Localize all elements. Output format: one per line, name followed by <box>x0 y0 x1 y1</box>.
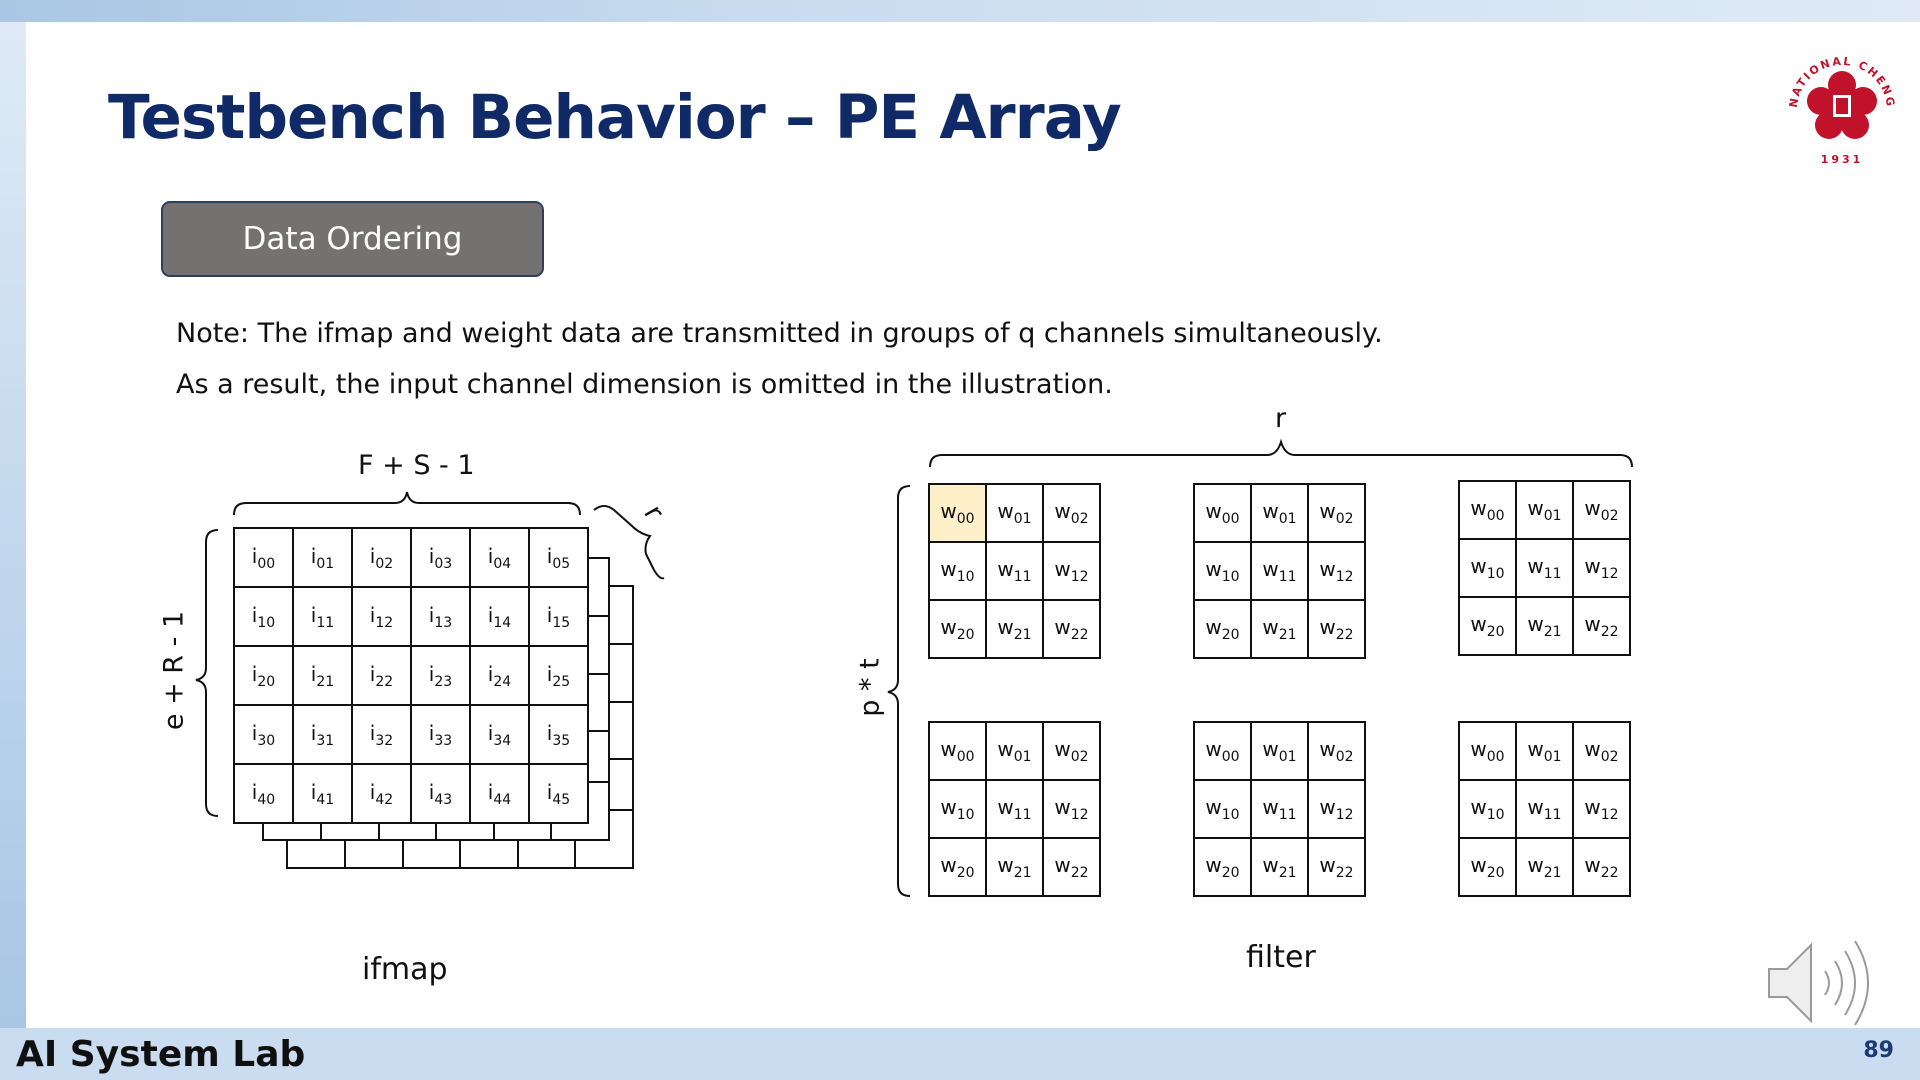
filter-cell-base: w <box>1319 853 1336 877</box>
ifmap-cell-base: i <box>546 543 553 568</box>
footer-lab-name: AI System Lab <box>16 1034 306 1075</box>
filter-cell-base: w <box>1527 737 1544 761</box>
filter-height-brace <box>888 486 910 896</box>
filter-cell-base: w <box>1470 737 1487 761</box>
ifmap-cell-base: i <box>251 779 258 804</box>
ifmap-cell-subscript: 40 <box>257 791 276 808</box>
filter-cell-subscript: 22 <box>1070 627 1089 643</box>
ifmap-cell-base: i <box>310 602 317 627</box>
filter-cell-subscript: 20 <box>1221 865 1240 881</box>
filter-cell-subscript: 22 <box>1070 865 1089 881</box>
ifmap-cell-subscript: 20 <box>257 673 276 690</box>
ifmap-depth-label: r <box>637 499 670 526</box>
filter-cell-subscript: 21 <box>1278 865 1297 881</box>
ifmap-cell-subscript: 05 <box>552 555 571 572</box>
ifmap-height-label: e + R - 1 <box>158 610 190 731</box>
filter-cell-base: w <box>1054 499 1071 523</box>
filter-cell-base: w <box>1054 795 1071 819</box>
filter-cell-base: w <box>1262 795 1279 819</box>
filter-cell-base: w <box>997 499 1014 523</box>
ifmap-cell-subscript: 23 <box>434 673 453 690</box>
filter-cell-subscript: 00 <box>956 749 975 765</box>
filter-cell-subscript: 11 <box>1278 569 1297 585</box>
filter-cell-subscript: 02 <box>1335 749 1354 765</box>
filter-cell-base: w <box>1527 795 1544 819</box>
filter-cell-subscript: 21 <box>1543 865 1562 881</box>
filter-cell-base: w <box>1584 554 1601 578</box>
filter-cell-subscript: 10 <box>1221 807 1240 823</box>
filter-cell-subscript: 11 <box>1013 807 1032 823</box>
note-line-2: As a result, the input channel dimension is omitted in the illustration. <box>176 369 1113 400</box>
ifmap-cell-base: i <box>251 720 258 745</box>
filter-cell-base: w <box>997 557 1014 581</box>
filter-cell-base: w <box>1584 795 1601 819</box>
filter-cell-base: w <box>1584 737 1601 761</box>
filter-cell-base: w <box>1319 737 1336 761</box>
filter-cell-base: w <box>997 795 1014 819</box>
filter-cell-base: w <box>997 853 1014 877</box>
filter-cell-subscript: 20 <box>1486 865 1505 881</box>
filter-cell-subscript: 01 <box>1013 749 1032 765</box>
page-number: 89 <box>1863 1038 1894 1063</box>
ifmap-cell-base: i <box>428 720 435 745</box>
ifmap-width-label: F + S - 1 <box>358 450 475 481</box>
ifmap-cell-base: i <box>310 720 317 745</box>
ifmap-cell-base: i <box>369 543 376 568</box>
filter-cell-subscript: 21 <box>1013 627 1032 643</box>
ifmap-cell-subscript: 21 <box>316 673 335 690</box>
ifmap-cell-base: i <box>369 779 376 804</box>
filter-cell-subscript: 10 <box>956 569 975 585</box>
svg-text:1931: 1931 <box>1820 153 1864 166</box>
ifmap-cell-base: i <box>546 779 553 804</box>
filter-cell-base: w <box>1054 737 1071 761</box>
filter-cell-subscript: 12 <box>1600 566 1619 582</box>
filter-cell-base: w <box>940 737 957 761</box>
filter-cell-subscript: 21 <box>1543 624 1562 640</box>
ifmap-cell-base: i <box>428 543 435 568</box>
filter-cell-base: w <box>1205 737 1222 761</box>
filter-cell-subscript: 22 <box>1335 627 1354 643</box>
filter-cell-base: w <box>1470 612 1487 636</box>
filter-cell-subscript: 02 <box>1070 749 1089 765</box>
filter-cell-subscript: 12 <box>1070 569 1089 585</box>
filter-cell-base: w <box>940 557 957 581</box>
ifmap-cell-subscript: 35 <box>552 732 571 749</box>
filter-cell-base: w <box>1527 496 1544 520</box>
filter-cell-subscript: 12 <box>1335 807 1354 823</box>
section-tag: Data Ordering <box>161 201 544 277</box>
filter-cell-base: w <box>1584 853 1601 877</box>
ifmap-cell-subscript: 31 <box>316 732 335 749</box>
filter-cell-base: w <box>1205 557 1222 581</box>
speaker-icon[interactable] <box>1765 937 1875 1027</box>
ifmap-cell-subscript: 42 <box>375 791 394 808</box>
ifmap-cell-base: i <box>310 661 317 686</box>
ifmap-cell-subscript: 10 <box>257 614 276 631</box>
filter-cell-subscript: 20 <box>956 627 975 643</box>
filter-cell-base: w <box>940 499 957 523</box>
ifmap-cell-base: i <box>546 661 553 686</box>
ifmap-cell-subscript: 11 <box>316 614 335 631</box>
filter-cell-base: w <box>1470 853 1487 877</box>
ifmap-cell-base: i <box>369 720 376 745</box>
ifmap-cell-subscript: 43 <box>434 791 453 808</box>
ifmap-cell-base: i <box>487 720 494 745</box>
ifmap-cell-base: i <box>487 661 494 686</box>
ifmap-cell-subscript: 14 <box>493 614 512 631</box>
ifmap-cell-base: i <box>487 602 494 627</box>
filter-cell-base: w <box>1054 615 1071 639</box>
filter-cell-subscript: 22 <box>1600 865 1619 881</box>
ifmap-cell-subscript: 32 <box>375 732 394 749</box>
ifmap-cell-subscript: 25 <box>552 673 571 690</box>
ifmap-cell-subscript: 12 <box>375 614 394 631</box>
filter-cell-base: w <box>1470 496 1487 520</box>
filter-cell-subscript: 00 <box>1486 508 1505 524</box>
filter-width-brace <box>930 442 1632 467</box>
ifmap-cell-base: i <box>487 779 494 804</box>
ifmap-cell-subscript: 34 <box>493 732 512 749</box>
filter-cell-base: w <box>1262 557 1279 581</box>
filter-cell-base: w <box>940 615 957 639</box>
ifmap-cell-subscript: 30 <box>257 732 276 749</box>
svg-text:NATIONAL CHENG KUNG UNIVERSITY: NATIONAL CHENG <box>1786 54 1898 109</box>
filter-cell-subscript: 01 <box>1278 749 1297 765</box>
filter-cell-base: w <box>940 853 957 877</box>
filter-cell-base: w <box>1262 853 1279 877</box>
ifmap-cell-base: i <box>310 543 317 568</box>
filter-cell-base: w <box>1527 853 1544 877</box>
filter-cell-subscript: 01 <box>1543 749 1562 765</box>
ifmap-cell-base: i <box>487 543 494 568</box>
filter-cell-base: w <box>1205 853 1222 877</box>
ifmap-cell-base: i <box>251 602 258 627</box>
filter-cell-subscript: 20 <box>1486 624 1505 640</box>
ifmap-cell-subscript: 01 <box>316 555 335 572</box>
filter-cell-subscript: 11 <box>1543 807 1562 823</box>
filter-cell-subscript: 22 <box>1600 624 1619 640</box>
filter-cell-subscript: 00 <box>1486 749 1505 765</box>
ifmap-caption: ifmap <box>362 952 448 987</box>
slide-title: Testbench Behavior – PE Array <box>108 82 1121 153</box>
filter-cell-base: w <box>1205 615 1222 639</box>
ifmap-cell-base: i <box>369 661 376 686</box>
filter-cell-base: w <box>997 737 1014 761</box>
filter-cell-subscript: 10 <box>1486 807 1505 823</box>
filter-cell-base: w <box>1527 554 1544 578</box>
filter-cell-subscript: 00 <box>956 511 975 527</box>
ifmap-cell-base: i <box>251 543 258 568</box>
filter-cell-base: w <box>1205 499 1222 523</box>
ifmap-cell-subscript: 41 <box>316 791 335 808</box>
filter-cell-subscript: 10 <box>1486 566 1505 582</box>
ifmap-cell-subscript: 24 <box>493 673 512 690</box>
filter-cell-base: w <box>1584 496 1601 520</box>
ifmap-cell-base: i <box>546 720 553 745</box>
filter-cell-subscript: 00 <box>1221 511 1240 527</box>
filter-cell-subscript: 12 <box>1070 807 1089 823</box>
filter-cell-base: w <box>997 615 1014 639</box>
filter-cell-base: w <box>1527 612 1544 636</box>
filter-cell-subscript: 01 <box>1013 511 1032 527</box>
filter-cell-base: w <box>1054 853 1071 877</box>
filter-cell-subscript: 01 <box>1278 511 1297 527</box>
ifmap-cell-base: i <box>546 602 553 627</box>
filter-cell-base: w <box>1054 557 1071 581</box>
filter-cell-base: w <box>1319 557 1336 581</box>
filter-cell-base: w <box>1319 615 1336 639</box>
ifmap-cell-base: i <box>428 779 435 804</box>
ifmap-cell-subscript: 15 <box>552 614 571 631</box>
filter-cell-base: w <box>1319 499 1336 523</box>
filter-cell-base: w <box>1262 737 1279 761</box>
note-line-1: Note: The ifmap and weight data are transmitted in groups of q channels simultaneously. <box>176 318 1383 349</box>
filter-cell-base: w <box>1584 612 1601 636</box>
filter-cell-subscript: 12 <box>1600 807 1619 823</box>
filter-cell-subscript: 12 <box>1335 569 1354 585</box>
filter-cell-subscript: 11 <box>1278 807 1297 823</box>
filter-cell-base: w <box>1319 795 1336 819</box>
ifmap-cell-subscript: 44 <box>493 791 512 808</box>
filter-cell-subscript: 02 <box>1335 511 1354 527</box>
ifmap-cell-subscript: 02 <box>375 555 394 572</box>
filter-cell-subscript: 11 <box>1013 569 1032 585</box>
filter-cell-subscript: 01 <box>1543 508 1562 524</box>
filter-cell-base: w <box>1262 499 1279 523</box>
ifmap-cell-subscript: 22 <box>375 673 394 690</box>
filter-width-label: r <box>1275 403 1287 434</box>
ifmap-cell-subscript: 04 <box>493 555 512 572</box>
filter-cell-subscript: 02 <box>1070 511 1089 527</box>
filter-cell-base: w <box>1205 795 1222 819</box>
ifmap-cell-subscript: 33 <box>434 732 453 749</box>
filter-cell-subscript: 21 <box>1013 865 1032 881</box>
filter-cell-subscript: 20 <box>956 865 975 881</box>
filter-cell-base: w <box>1470 554 1487 578</box>
filter-caption: filter <box>1246 940 1316 975</box>
filter-cell-subscript: 02 <box>1600 749 1619 765</box>
ifmap-cell-subscript: 45 <box>552 791 571 808</box>
ifmap-cell-subscript: 03 <box>434 555 453 572</box>
filter-cell-subscript: 20 <box>1221 627 1240 643</box>
ifmap-cell-subscript: 13 <box>434 614 453 631</box>
filter-cell-subscript: 10 <box>1221 569 1240 585</box>
filter-cell-base: w <box>1470 795 1487 819</box>
filter-cell-base: w <box>1262 615 1279 639</box>
filter-cell-subscript: 22 <box>1335 865 1354 881</box>
ifmap-height-brace <box>196 530 218 816</box>
filter-cell-subscript: 00 <box>1221 749 1240 765</box>
filter-height-label: p * t <box>854 658 886 717</box>
ifmap-width-brace <box>234 492 580 515</box>
ifmap-cell-base: i <box>251 661 258 686</box>
ifmap-cell-base: i <box>428 661 435 686</box>
filter-cell-subscript: 02 <box>1600 508 1619 524</box>
filter-cell-subscript: 21 <box>1278 627 1297 643</box>
ifmap-cell-base: i <box>310 779 317 804</box>
ifmap-cell-base: i <box>369 602 376 627</box>
filter-cell-subscript: 11 <box>1543 566 1562 582</box>
ifmap-cell-base: i <box>428 602 435 627</box>
filter-cell-base: w <box>940 795 957 819</box>
filter-cell-subscript: 10 <box>956 807 975 823</box>
ifmap-cell-subscript: 00 <box>257 555 276 572</box>
